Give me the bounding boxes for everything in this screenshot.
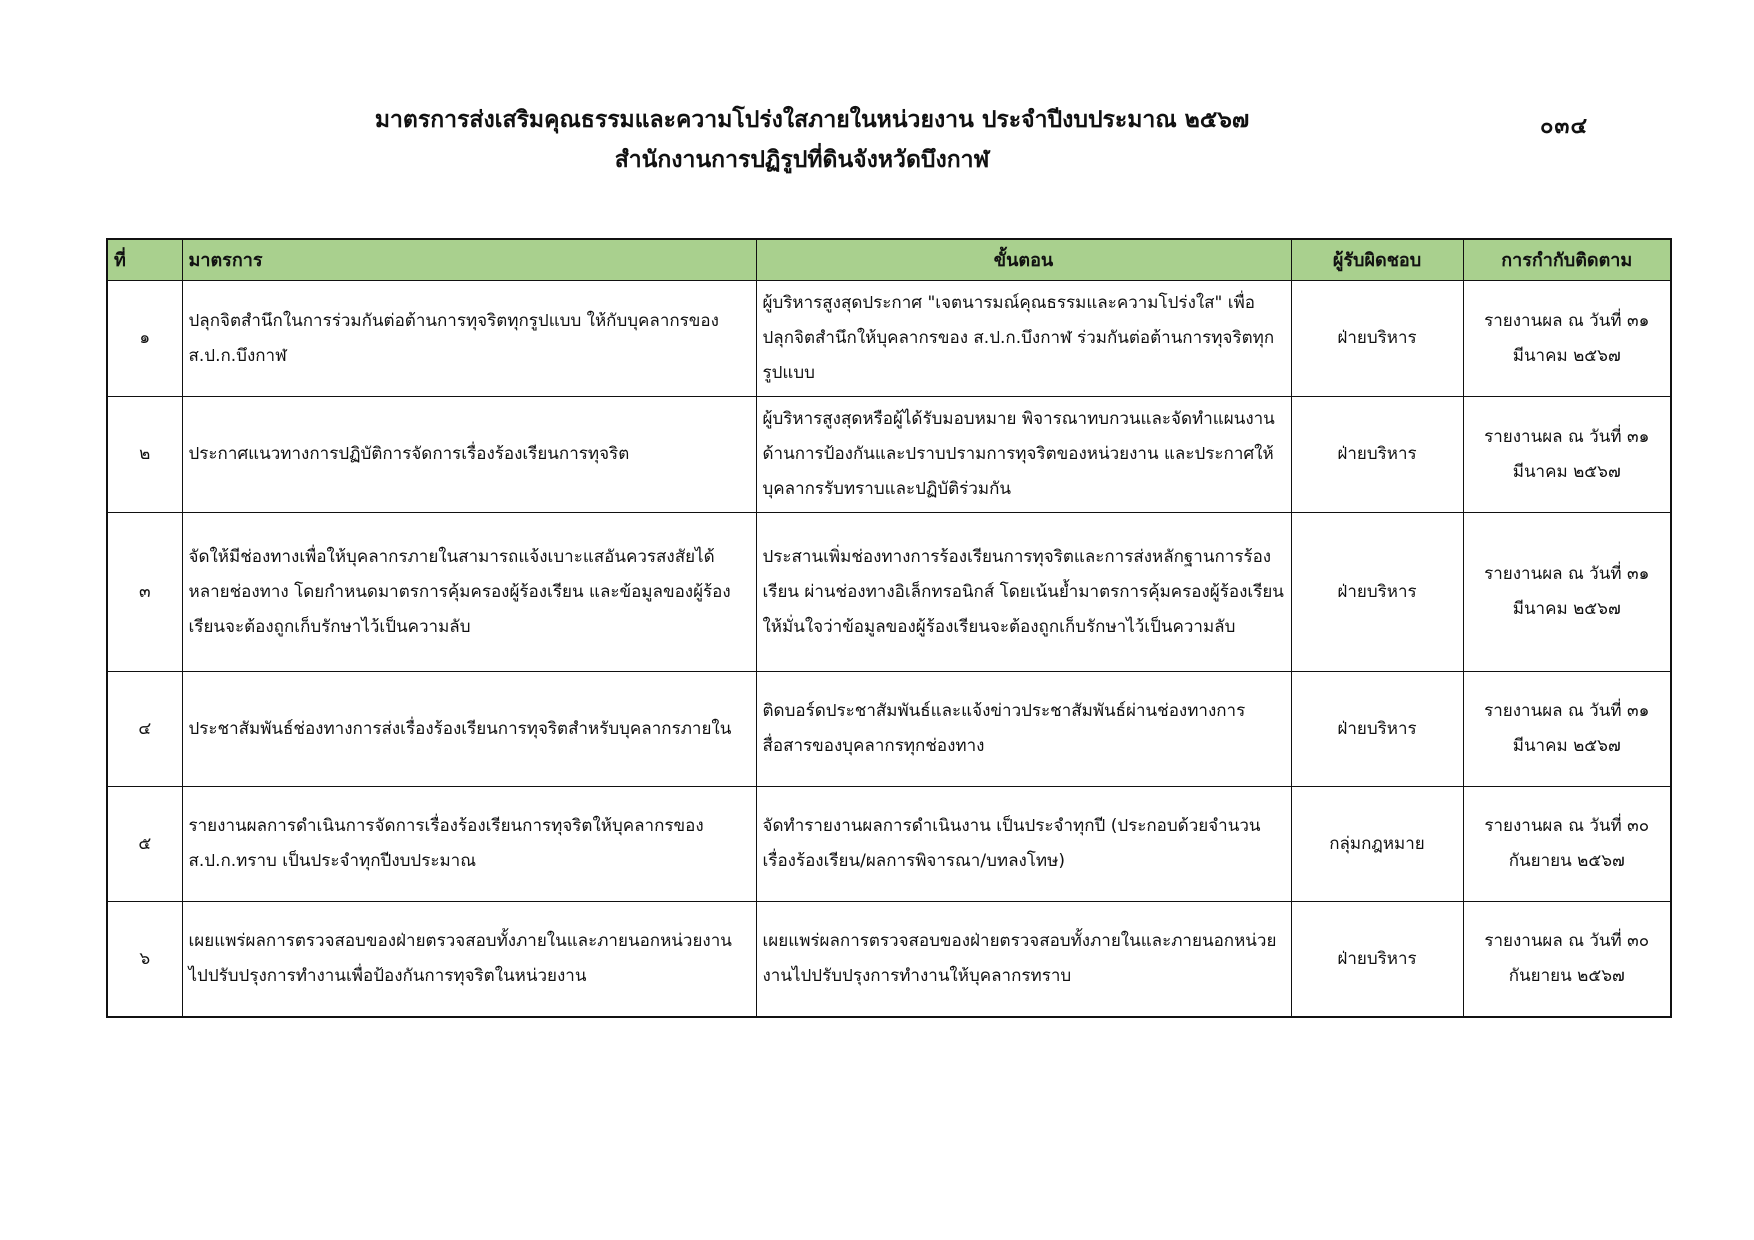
measure-cell: รายงานผลการดำเนินการจัดการเรื่องร้องเรียนการทุจริตให้บุคลากรของ ส.ป.ก.ทราบ เป็นประจำทุกปีงบประมาณ (182, 787, 756, 902)
table-row (107, 397, 1671, 513)
responsible-cell: ฝ่ายบริหาร (1291, 513, 1463, 672)
page-number: ๐๓๔ (1540, 114, 1589, 139)
title-block (0, 100, 1754, 180)
monitoring-cell: รายงานผล ณ วันที่ ๓๑ มีนาคม ๒๕๖๗ (1463, 281, 1671, 397)
monitoring-cell: รายงานผล ณ วันที่ ๓๑ มีนาคม ๒๕๖๗ (1463, 672, 1671, 787)
responsible-cell: ฝ่ายบริหาร (1291, 397, 1463, 513)
responsible-cell: ฝ่ายบริหาร (1291, 902, 1463, 1018)
steps-cell: เผยแพร่ผลการตรวจสอบของฝ่ายตรวจสอบทั้งภายในและภายนอกหน่วยงานไปปรับปรุงการทำงานให้บุคลากรทราบ (756, 902, 1291, 1018)
measure-cell: ประกาศแนวทางการปฏิบัติการจัดการเรื่องร้องเรียนการทุจริต (182, 397, 756, 513)
row-number: ๔ (107, 672, 182, 787)
monitoring-cell: รายงานผล ณ วันที่ ๓๑ มีนาคม ๒๕๖๗ (1463, 513, 1671, 672)
measure-cell: จัดให้มีช่องทางเพื่อให้บุคลากรภายในสามารถแจ้งเบาะแสอันควรสงสัยได้หลายช่องทาง โดยกำหนดมาตรการคุ้มครองผู้ร้องเรียน และข้อมูลของผู้ร้องเรียนจะต้องถูกเก็บรักษาไว้เป็นความลับ (182, 513, 756, 672)
column-header-monitoring: การกำกับติดตาม (1463, 239, 1671, 281)
table-row (107, 902, 1671, 1018)
document-title: มาตรการส่งเสริมคุณธรรมและความโปร่งใสภายในหน่วยงาน ประจำปีงบประมาณ ๒๕๖๗ (374, 107, 1250, 133)
row-number: ๒ (107, 397, 182, 513)
table-row (107, 513, 1671, 672)
responsible-cell: ฝ่ายบริหาร (1291, 281, 1463, 397)
row-number: ๑ (107, 281, 182, 397)
row-number: ๓ (107, 513, 182, 672)
table-row (107, 672, 1671, 787)
measure-cell: เผยแพร่ผลการตรวจสอบของฝ่ายตรวจสอบทั้งภายในและภายนอกหน่วยงานไปปรับปรุงการทำงานเพื่อป้องกันการทุจริตในหน่วยงาน (182, 902, 756, 1018)
table-row (107, 787, 1671, 902)
responsible-cell: ฝ่ายบริหาร (1291, 672, 1463, 787)
steps-cell: ผู้บริหารสูงสุดหรือผู้ได้รับมอบหมาย พิจารณาทบกวนและจัดทำแผนงานด้านการป้องกันและปราบปรามการทุจริตของหน่วยงาน และประกาศให้บุคลากรรับทราบและปฏิบัติร่วมกัน (756, 397, 1291, 513)
row-number: ๖ (107, 902, 182, 1018)
monitoring-cell: รายงานผล ณ วันที่ ๓๑ มีนาคม ๒๕๖๗ (1463, 397, 1671, 513)
column-header-steps: ขั้นตอน (756, 239, 1291, 281)
column-header-no: ที่ (107, 239, 182, 281)
steps-cell: จัดทำรายงานผลการดำเนินงาน เป็นประจำทุกปี (ประกอบด้วยจำนวนเรื่องร้องเรียน/ผลการพิจารณา/บทลงโทษ) (756, 787, 1291, 902)
steps-cell: ประสานเพิ่มช่องทางการร้องเรียนการทุจริตและการส่งหลักฐานการร้องเรียน ผ่านช่องทางอิเล็กทรอนิกส์ โดยเน้นย้ำมาตรการคุ้มครองผู้ร้องเรียน ให้มั่นใจว่าข้อมูลของผู้ร้องเรียนจะต้องถูกเก็บรักษาไว้เป็นความลับ (756, 513, 1291, 672)
agency-name: สำนักงานการปฏิรูปที่ดินจังหวัดบึงกาฬ (614, 147, 990, 173)
monitoring-cell: รายงานผล ณ วันที่ ๓๐ กันยายน ๒๕๖๗ (1463, 902, 1671, 1018)
responsible-cell: กลุ่มกฎหมาย (1291, 787, 1463, 902)
measure-cell: ประชาสัมพันธ์ช่องทางการส่งเรื่องร้องเรียนการทุจริตสำหรับบุคลากรภายใน (182, 672, 756, 787)
monitoring-cell: รายงานผล ณ วันที่ ๓๐ กันยายน ๒๕๖๗ (1463, 787, 1671, 902)
table-header-row (107, 239, 1671, 281)
column-header-measure: มาตรการ (182, 239, 756, 281)
steps-cell: ติดบอร์ดประชาสัมพันธ์และแจ้งข่าวประชาสัมพันธ์ผ่านช่องทางการสื่อสารของบุคลากรทุกช่องทาง (756, 672, 1291, 787)
measures-table (106, 238, 1672, 1018)
table-row (107, 281, 1671, 397)
measure-cell: ปลุกจิตสำนึกในการร่วมกันต่อต้านการทุจริตทุกรูปแบบ ให้กับบุคลากรของ ส.ป.ก.บึงกาฬ (182, 281, 756, 397)
row-number: ๕ (107, 787, 182, 902)
steps-cell: ผู้บริหารสูงสุดประกาศ "เจตนารมณ์คุณธรรมและความโปร่งใส" เพื่อปลุกจิตสำนึกให้บุคลากรของ ส.ป.ก.บึงกาฬ ร่วมกันต่อต้านการทุจริตทุกรูปแบบ (756, 281, 1291, 397)
column-header-responsible: ผู้รับผิดชอบ (1291, 239, 1463, 281)
